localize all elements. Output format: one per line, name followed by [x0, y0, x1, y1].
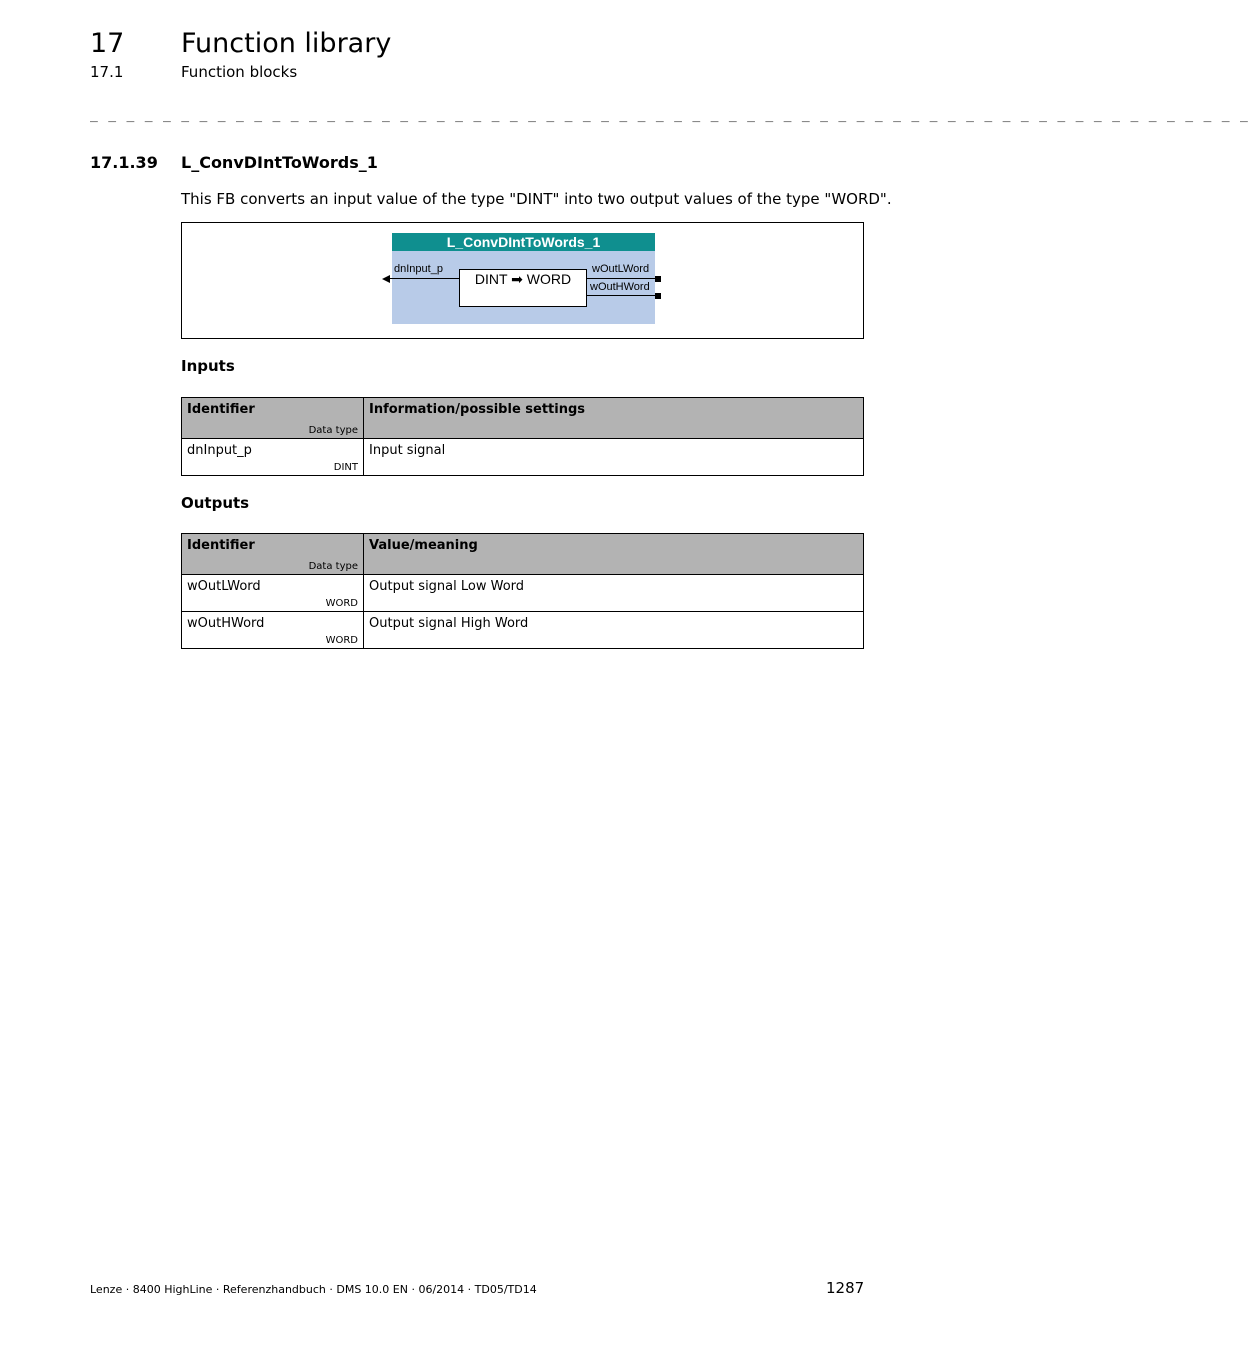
info-value: Input signal	[369, 443, 446, 458]
input-connector-line	[390, 278, 459, 279]
data-type-header-label: Data type	[308, 425, 358, 436]
chapter-title: Function library	[181, 28, 392, 59]
subchapter-number: 17.1	[90, 63, 124, 81]
data-type-value: WORD	[325, 598, 358, 609]
conversion-box	[459, 269, 587, 307]
output-connector-line-low	[586, 278, 655, 279]
data-type-value: DINT	[333, 462, 358, 473]
table-row	[182, 439, 864, 476]
data-type-value: WORD	[325, 635, 358, 646]
subchapter-title: Function blocks	[181, 63, 298, 81]
section-number: 17.1.39	[90, 153, 158, 172]
data-type-header-label: Data type	[308, 561, 358, 572]
identifier-value: wOutHWord	[187, 616, 265, 631]
intro-paragraph: This FB converts an input value of the type "DINT" into two output values of the type "WORD".	[181, 190, 892, 208]
header-divider: _ _ _ _ _ _ _ _ _ _ _ _ _ _ _ _ _ _ _ _ _ _ _ _ _ _ _ _ _ _ _ _ _ _ _ _ _ _ _ _ _ _ _ _ _ _ _ _ _ _ _ _ _ _ _ _ _ _ _ _ _ _ _ _	[90, 108, 1249, 123]
footer-doc-info: Lenze · 8400 HighLine · Referenzhandbuch · DMS 10.0 EN · 06/2014 · TD05/TD14	[90, 1283, 537, 1296]
meaning-value: Output signal High Word	[369, 616, 529, 631]
output-connector-line-high	[586, 295, 655, 296]
output-pin-label-high: wOutHWord	[590, 281, 650, 293]
identifier-header	[182, 398, 364, 439]
identifier-header-label: Identifier	[187, 402, 255, 417]
identifier-header	[182, 534, 364, 575]
output-pin-label-low: wOutLWord	[592, 263, 650, 275]
outputs-heading: Outputs	[181, 494, 250, 512]
info-header	[364, 398, 864, 439]
outputs-table	[181, 533, 864, 649]
identifier-value: dnInput_p	[187, 443, 252, 458]
meaning-header-label: Value/meaning	[369, 538, 478, 553]
table-row	[182, 575, 864, 612]
section-title: L_ConvDIntToWords_1	[181, 153, 378, 172]
output-pin-low-icon	[655, 276, 661, 282]
output-pin-high-icon	[655, 293, 661, 299]
table-row	[182, 612, 864, 649]
meaning-value: Output signal Low Word	[369, 579, 525, 594]
info-header-label: Information/possible settings	[369, 402, 586, 417]
inputs-heading: Inputs	[181, 357, 235, 375]
identifier-value: wOutLWord	[187, 579, 261, 594]
input-arrow-icon	[382, 275, 390, 283]
identifier-header-label: Identifier	[187, 538, 255, 553]
conversion-label: DINT ➡ WORD	[474, 271, 572, 287]
inputs-table	[181, 397, 864, 476]
meaning-header	[364, 534, 864, 575]
function-block-title: L_ConvDIntToWords_1	[392, 233, 655, 251]
input-pin-label: dnInput_p	[394, 263, 443, 275]
chapter-number: 17	[90, 28, 125, 59]
page-number: 1287	[826, 1279, 865, 1297]
